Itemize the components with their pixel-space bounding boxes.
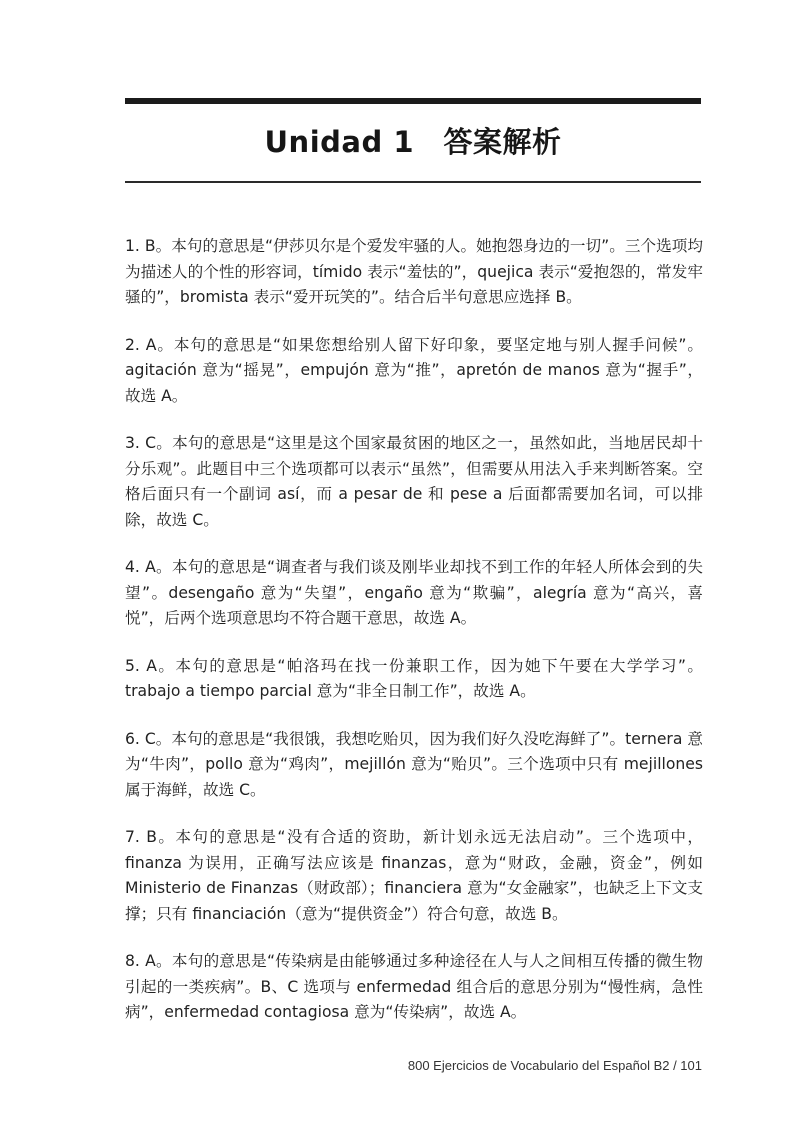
top-rule: [125, 98, 701, 104]
answer-6: 6. C。本句的意思是“我很饿，我想吃贻贝，因为我们好久没吃海鲜了”。ternera 意为“牛肉”，pollo 意为“鸡肉”，mejillón 意为“贻贝”。三个选项中只有 mejillones 属于海鲜，故选 C。: [125, 729, 703, 799]
answer-8: 8. A。本句的意思是“传染病是由能够通过多种途径在人与人之间相互传播的微生物引起的一类疾病”。B、C 选项与 enfermedad 组合后的意思分别为“慢性病，急性病”，enfermedad contagiosa 意为“传染病”，故选 A。: [125, 952, 703, 1021]
page-footer: 800 Ejercicios de Vocabulario del Español B2 / 101: [407, 1058, 702, 1073]
answer-2: 2. A。本句的意思是“如果您想给别人留下好印象，要坚定地与别人握手问候”。agitación 意为“摇晃”，empujón 意为“推”，apretón de manos 意为“握手”，故选 A。: [125, 335, 703, 405]
answer-5: 5. A。本句的意思是“帕洛玛在找一份兼职工作，因为她下午要在大学学习”。trabajo a tiempo parcial 意为“非全日制工作”，故选 A。: [125, 656, 703, 700]
answer-list: [125, 234, 703, 1048]
title-divider: [125, 181, 701, 183]
page-title: Unidad 1 答案解析: [264, 125, 562, 159]
answer-7: 7. B。本句的意思是“没有合适的资助，新计划永远无法启动”。三个选项中，finanza 为误用，正确写法应该是 finanzas，意为“财政，金融，资金”，例如 Ministerio de Finanzas（财政部）；financiera 意为“女金融家”，也缺乏上下文支撑；只有 financiación（意为“提供资金”）符合句意，故选 B。: [125, 828, 703, 923]
answer-4: 4. A。本句的意思是“调查者与我们谈及刚毕业却找不到工作的年轻人所体会到的失望”。desengaño 意为“失望”，engaño 意为“欺骗”，alegría 意为“高兴，喜悦”，后两个选项意思均不符合题干意思，故选 A。: [125, 558, 703, 627]
answer-3: 3. C。本句的意思是“这里是这个国家最贫困的地区之一，虽然如此，当地居民却十分乐观”。此题目中三个选项都可以表示“虽然”，但需要从用法入手来判断答案。空格后面只有一个副词 así，而 a pesar de 和 pese a 后面都需要加名词，可以排除，故选 C。: [125, 434, 703, 529]
answer-1: 1. B。本句的意思是“伊莎贝尔是个爱发牢骚的人。她抱怨身边的一切”。三个选项均为描述人的个性的形容词，tímido 表示“羞怯的”，quejica 表示“爱抱怨的，常发牢骚的”，bromista 表示“爱开玩笑的”。结合后半句意思应选择 B。: [125, 237, 703, 306]
